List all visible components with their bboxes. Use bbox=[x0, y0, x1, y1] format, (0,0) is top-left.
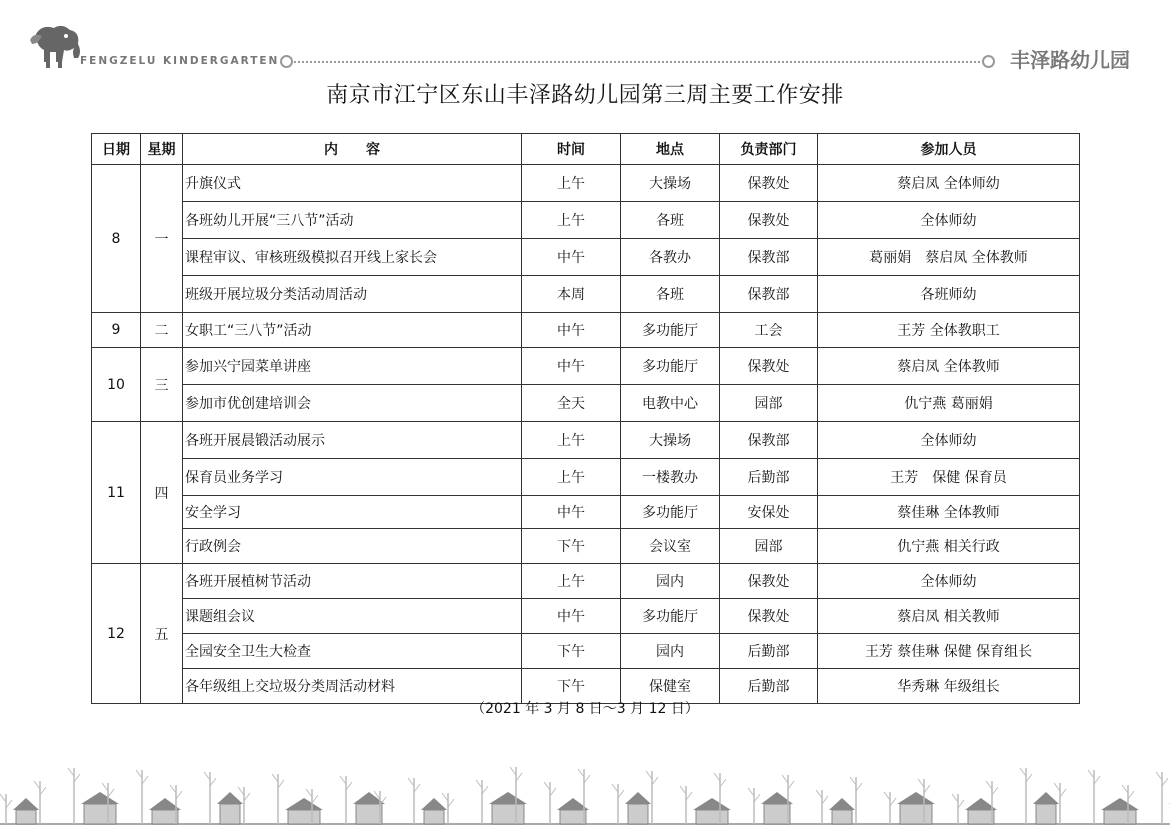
house-body bbox=[628, 804, 648, 824]
house-body bbox=[968, 810, 994, 824]
houses-and-trees-decoration-icon bbox=[0, 748, 1170, 827]
table-row bbox=[92, 459, 1080, 496]
content-cell: 课程审议、审核班级模拟召开线上家长会 bbox=[183, 239, 522, 276]
participants-cell: 蔡启凤 全体师幼 bbox=[818, 165, 1080, 202]
table-row bbox=[92, 496, 1080, 529]
table-row bbox=[92, 239, 1080, 276]
time-cell: 下午 bbox=[522, 529, 621, 564]
house-roof bbox=[1033, 792, 1059, 804]
weekday-cell: 四 bbox=[141, 422, 183, 564]
logo-english-text: FENGZELU KINDERGARTEN bbox=[80, 55, 280, 67]
place-cell: 园内 bbox=[621, 634, 720, 669]
table-row bbox=[92, 165, 1080, 202]
participants-cell: 全体师幼 bbox=[818, 422, 1080, 459]
house-body bbox=[900, 804, 932, 824]
house-roof bbox=[829, 798, 855, 810]
place-cell: 多功能厅 bbox=[621, 348, 720, 385]
house-roof bbox=[217, 792, 243, 804]
house-body bbox=[1104, 810, 1136, 824]
department-cell: 园部 bbox=[720, 385, 818, 422]
column-header: 时间 bbox=[522, 134, 621, 165]
content-cell: 保育员业务学习 bbox=[183, 459, 522, 496]
house-roof bbox=[489, 792, 527, 804]
table-header-row bbox=[92, 134, 1080, 165]
department-cell: 保教部 bbox=[720, 239, 818, 276]
content-cell: 行政例会 bbox=[183, 529, 522, 564]
content-cell: 女职工“三八节”活动 bbox=[183, 313, 522, 348]
table-row bbox=[92, 634, 1080, 669]
department-cell: 保教处 bbox=[720, 348, 818, 385]
table-row bbox=[92, 529, 1080, 564]
time-cell: 上午 bbox=[522, 459, 621, 496]
time-cell: 上午 bbox=[522, 564, 621, 599]
logo-chinese-text: 丰泽路幼儿园 bbox=[1010, 48, 1130, 72]
house-body bbox=[492, 804, 524, 824]
time-cell: 中午 bbox=[522, 313, 621, 348]
place-cell: 电教中心 bbox=[621, 385, 720, 422]
content-cell: 班级开展垃圾分类活动周活动 bbox=[183, 276, 522, 313]
house-roof bbox=[625, 792, 651, 804]
place-cell: 各班 bbox=[621, 276, 720, 313]
department-cell: 保教部 bbox=[720, 276, 818, 313]
column-header: 负责部门 bbox=[720, 134, 818, 165]
house-roof bbox=[421, 798, 447, 810]
department-cell: 保教部 bbox=[720, 422, 818, 459]
header-dotted-line bbox=[286, 61, 988, 63]
place-cell: 大操场 bbox=[621, 165, 720, 202]
house-body bbox=[560, 810, 586, 824]
table-row bbox=[92, 202, 1080, 239]
date-range: （2021 年 3 月 8 日～3 月 12 日） bbox=[471, 701, 699, 717]
place-cell: 保健室 bbox=[621, 669, 720, 704]
participants-cell: 全体师幼 bbox=[818, 564, 1080, 599]
weekday-cell: 五 bbox=[141, 564, 183, 704]
house-body bbox=[152, 810, 178, 824]
house-body bbox=[696, 810, 728, 824]
date-cell: 8 bbox=[92, 165, 141, 313]
content-cell: 全园安全卫生大检查 bbox=[183, 634, 522, 669]
column-header: 地点 bbox=[621, 134, 720, 165]
date-cell: 12 bbox=[92, 564, 141, 704]
weekday-cell: 一 bbox=[141, 165, 183, 313]
participants-cell: 蔡佳琳 全体教师 bbox=[818, 496, 1080, 529]
participants-cell: 仇宁燕 葛丽娟 bbox=[818, 385, 1080, 422]
date-cell: 10 bbox=[92, 348, 141, 422]
time-cell: 中午 bbox=[522, 599, 621, 634]
table-row bbox=[92, 422, 1080, 459]
time-cell: 中午 bbox=[522, 496, 621, 529]
participants-cell: 华秀琳 年级组长 bbox=[818, 669, 1080, 704]
place-cell: 多功能厅 bbox=[621, 313, 720, 348]
place-cell: 会议室 bbox=[621, 529, 720, 564]
participants-cell: 仇宁燕 相关行政 bbox=[818, 529, 1080, 564]
header-line-left-dot bbox=[280, 55, 293, 68]
time-cell: 中午 bbox=[522, 348, 621, 385]
participants-cell: 王芳 保健 保育员 bbox=[818, 459, 1080, 496]
header bbox=[0, 0, 1170, 80]
house-body bbox=[1036, 804, 1056, 824]
place-cell: 各班 bbox=[621, 202, 720, 239]
content-cell: 课题组会议 bbox=[183, 599, 522, 634]
participants-cell: 王芳 全体教职工 bbox=[818, 313, 1080, 348]
house-roof bbox=[1101, 798, 1139, 810]
table-row bbox=[92, 385, 1080, 422]
house-body bbox=[424, 810, 444, 824]
department-cell: 保教处 bbox=[720, 202, 818, 239]
place-cell: 多功能厅 bbox=[621, 496, 720, 529]
department-cell: 工会 bbox=[720, 313, 818, 348]
participants-cell: 葛丽娟 蔡启凤 全体教师 bbox=[818, 239, 1080, 276]
column-header: 日期 bbox=[92, 134, 141, 165]
weekday-cell: 三 bbox=[141, 348, 183, 422]
house-body bbox=[220, 804, 240, 824]
house-roof bbox=[81, 792, 119, 804]
schedule-table bbox=[91, 133, 1080, 704]
content-cell: 各班开展植树节活动 bbox=[183, 564, 522, 599]
department-cell: 保教处 bbox=[720, 599, 818, 634]
house-roof bbox=[693, 798, 731, 810]
table-row bbox=[92, 276, 1080, 313]
place-cell: 多功能厅 bbox=[621, 599, 720, 634]
participants-cell: 蔡启凤 全体教师 bbox=[818, 348, 1080, 385]
table-row bbox=[92, 564, 1080, 599]
department-cell: 保教处 bbox=[720, 564, 818, 599]
department-cell: 保教处 bbox=[720, 165, 818, 202]
page-title: 南京市江宁区东山丰泽路幼儿园第三周主要工作安排 bbox=[326, 83, 844, 108]
participants-cell: 全体师幼 bbox=[818, 202, 1080, 239]
house-body bbox=[764, 804, 790, 824]
house-body bbox=[16, 810, 36, 824]
time-cell: 下午 bbox=[522, 634, 621, 669]
weekday-cell: 二 bbox=[141, 313, 183, 348]
content-cell: 参加市优创建培训会 bbox=[183, 385, 522, 422]
house-roof bbox=[13, 798, 39, 810]
time-cell: 本周 bbox=[522, 276, 621, 313]
place-cell: 一楼教办 bbox=[621, 459, 720, 496]
content-cell: 各年级组上交垃圾分类周活动材料 bbox=[183, 669, 522, 704]
table-body bbox=[92, 165, 1080, 704]
participants-cell: 王芳 蔡佳琳 保健 保育组长 bbox=[818, 634, 1080, 669]
time-cell: 全天 bbox=[522, 385, 621, 422]
content-cell: 参加兴宁园菜单讲座 bbox=[183, 348, 522, 385]
house-body bbox=[84, 804, 116, 824]
department-cell: 后勤部 bbox=[720, 634, 818, 669]
house-roof bbox=[897, 792, 935, 804]
department-cell: 安保处 bbox=[720, 496, 818, 529]
place-cell: 各教办 bbox=[621, 239, 720, 276]
house-body bbox=[288, 810, 320, 824]
column-header: 星期 bbox=[141, 134, 183, 165]
time-cell: 中午 bbox=[522, 239, 621, 276]
content-cell: 各班幼儿开展“三八节”活动 bbox=[183, 202, 522, 239]
time-cell: 下午 bbox=[522, 669, 621, 704]
house-roof bbox=[285, 798, 323, 810]
department-cell: 后勤部 bbox=[720, 459, 818, 496]
place-cell: 园内 bbox=[621, 564, 720, 599]
column-header: 内 容 bbox=[183, 134, 522, 165]
participants-cell: 蔡启凤 相关教师 bbox=[818, 599, 1080, 634]
date-cell: 9 bbox=[92, 313, 141, 348]
time-cell: 上午 bbox=[522, 202, 621, 239]
table-row bbox=[92, 348, 1080, 385]
participants-cell: 各班师幼 bbox=[818, 276, 1080, 313]
column-header: 参加人员 bbox=[818, 134, 1080, 165]
time-cell: 上午 bbox=[522, 165, 621, 202]
department-cell: 园部 bbox=[720, 529, 818, 564]
table-row bbox=[92, 599, 1080, 634]
department-cell: 后勤部 bbox=[720, 669, 818, 704]
table-row bbox=[92, 313, 1080, 348]
header-line-right-dot bbox=[982, 55, 995, 68]
date-cell: 11 bbox=[92, 422, 141, 564]
house-body bbox=[356, 804, 382, 824]
content-cell: 各班开展晨锻活动展示 bbox=[183, 422, 522, 459]
time-cell: 上午 bbox=[522, 422, 621, 459]
place-cell: 大操场 bbox=[621, 422, 720, 459]
content-cell: 安全学习 bbox=[183, 496, 522, 529]
house-body bbox=[832, 810, 852, 824]
content-cell: 升旗仪式 bbox=[183, 165, 522, 202]
